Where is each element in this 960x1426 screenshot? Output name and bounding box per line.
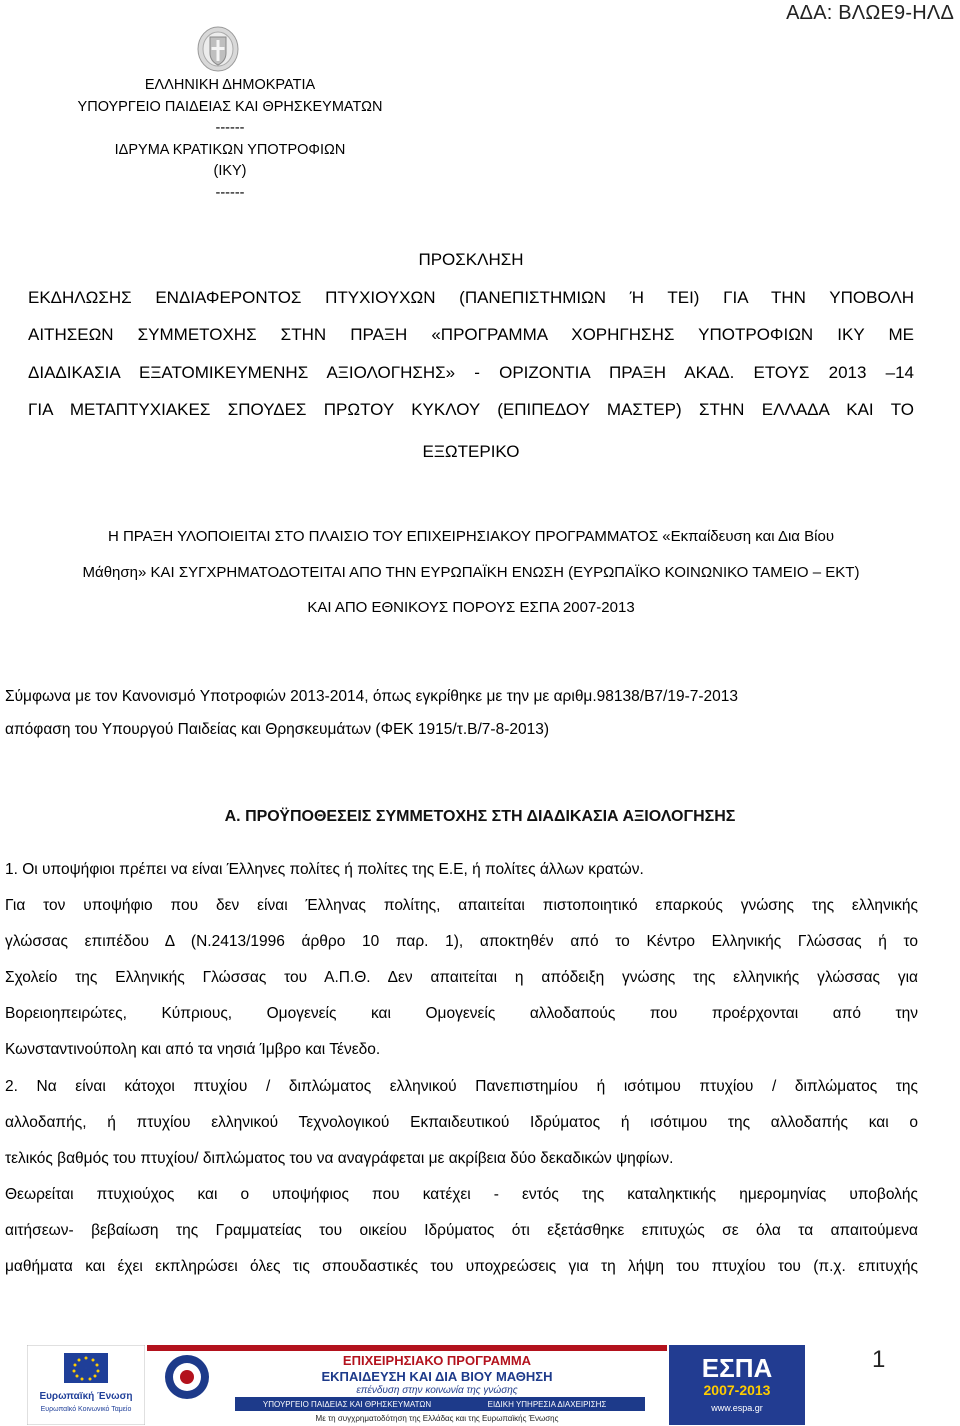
intro-line: Η ΠΡΑΞΗ ΥΛΟΠΟΙΕΙΤΑΙ ΣΤΟ ΠΛΑΙΣΙΟ ΤΟΥ ΕΠΙΧΕΙΡΗΣΙΑΚΟΥ ΠΡΟΓΡΑΜΜΑΤΟΣ «Εκπαίδευση και Δια Βίου (107, 528, 835, 545)
document-header (0, 75, 460, 204)
eu-label: Ευρωπαϊκή Ένωση (39, 1391, 133, 1402)
regulation-line: απόφαση του Υπουργού Παιδείας και Θρησκευμάτων (ΦΕΚ 1915/τ.Β/7-8-2013) (5, 721, 550, 738)
header-line: ΥΠΟΥΡΓΕΙΟ ΠΑΙΔΕΙΑΣ ΚΑΙ ΘΡΗΣΚΕΥΜΑΤΩΝ (77, 98, 383, 115)
page-number: 1 (872, 1346, 886, 1373)
section-a-body (5, 852, 918, 1285)
authority-line: ΕΙΔΙΚΗ ΥΠΗΡΕΣΙΑ ΔΙΑΧΕΙΡΙΣΗΣ (487, 1400, 607, 1409)
header-line: (ΙΚΥ) (213, 163, 247, 179)
eu-flag-logo (27, 1345, 145, 1425)
greek-emblem-icon (196, 25, 240, 73)
header-line: ΕΛΛΗΝΙΚΗ ΔΗΜΟΚΡΑΤΙΑ (144, 77, 316, 93)
program-title: ΕΠΙΧΕΙΡΗΣΙΑΚΟ ΠΡΟΓΡΑΜΜΑ (342, 1353, 532, 1368)
invitation-line: ΑΙΤΗΣΕΩΝ ΣΥΜΜΕΤΟΧΗΣ ΣΤΗΝ ΠΡΑΞΗ «ΠΡΟΓΡΑΜΜΑ ΧΟΡΗΓΗΣΗΣ ΥΠΟΤΡΟΦΙΩΝ ΙΚΥ ΜΕ (28, 325, 914, 344)
cofinance-line: Με τη συγχρηματοδότηση της Ελλάδας και της Ευρωπαϊκής Ένωσης (315, 1414, 559, 1423)
ada-code: ΑΔΑ: ΒΛΩΕ9-ΗΛΔ (786, 2, 954, 24)
program-name: ΕΚΠΑΙΔΕΥΣΗ ΚΑΙ ΔΙΑ ΒΙΟΥ ΜΑΘΗΣΗ (321, 1369, 553, 1384)
body-line: γλώσσας επιπέδου Δ (Ν.2413/1996 άρθρο 10 παρ. 1), αποκτηθέν από το Κέντρο Ελληνικής Γλώσσας ή το (5, 933, 918, 951)
espa-logo (669, 1345, 805, 1425)
header-line: ------ (215, 184, 245, 201)
program-logo (147, 1345, 667, 1425)
body-line: μαθήματα και έχει εκπληρώσει όλες τις σπουδαστικές του υποχρεώσεις για τη λήψη του πτυχίου του (π.χ. επιτυχής (5, 1258, 918, 1276)
header-line: ------ (215, 120, 245, 136)
program-motto: επένδυση στην κοινωνία της γνώσης (356, 1385, 518, 1396)
header-line: ΙΔΡΥΜΑ ΚΡΑΤΙΚΩΝ ΥΠΟΤΡΟΦΙΩΝ (114, 141, 346, 158)
body-line: αιτήσεων- βεβαίωση της Γραμματείας του οικείου Ιδρύματος ότι εξετάσθηκε επιτυχώς σε όλα τα απαιτούμενα (5, 1221, 918, 1239)
regulation-line: Σύμφωνα με τον Κανονισμό Υποτροφιών 2013-2014, όπως εγκρίθηκε με την με αριθμ.98138/Β7/19-7-2013 (5, 688, 739, 705)
invitation-line: ΓΙΑ ΜΕΤΑΠΤΥΧΙΑΚΕΣ ΣΠΟΥΔΕΣ ΠΡΩΤΟΥ ΚΥΚΛΟΥ (ΕΠΙΠΕΔΟΥ ΜΑΣΤΕΡ) ΣΤΗΝ ΕΛΛΑΔΑ ΚΑΙ ΤΟ (28, 400, 914, 419)
footer-logo-banner (27, 1345, 805, 1425)
body-line: 2. Να είναι κάτοχοι πτυχίου / διπλώματος ελληνικού Πανεπιστημίου ή ισότιμου πτυχίου / διπλώματος της (5, 1077, 918, 1095)
invitation-line: ΕΚΔΗΛΩΣΗΣ ΕΝΔΙΑΦΕΡΟΝΤΟΣ ΠΤΥΧΙΟΥΧΩΝ (ΠΑΝΕΠΙΣΤΗΜΙΩΝ Ή ΤΕΙ) ΓΙΑ ΤΗΝ ΥΠΟΒΟΛΗ (28, 287, 914, 307)
invitation-title (28, 241, 914, 470)
invitation-heading: ΠΡΟΣΚΛΗΣΗ (418, 250, 524, 269)
invitation-line: ΔΙΑΔΙΚΑΣΙΑ ΕΞΑΤΟΜΙΚΕΥΜΕΝΗΣ ΑΞΙΟΛΟΓΗΣΗΣ» - ΟΡΙΖΟΝΤΙΑ ΠΡΑΞΗ ΑΚΑΔ. ΕΤΟΥΣ 2013 –14 (28, 362, 914, 382)
espa-motto: www.espa.gr (711, 1403, 763, 1413)
body-line: 1. Οι υποψήφιοι πρέπει να είναι Έλληνες πολίτες ή πολίτες της Ε.Ε, ή πολίτες άλλων κρατών. (5, 861, 644, 878)
espa-years: 2007-2013 (703, 1382, 771, 1398)
intro-paragraph (28, 519, 914, 626)
invitation-line: ΕΞΩΤΕΡΙΚΟ (422, 441, 520, 461)
body-line: Βορειοηπειρώτες, Κύπριους, Ομογενείς και Ομογενείς αλλοδαπούς που προέρχονται από την (5, 1005, 918, 1023)
espa-label: ΕΣΠΑ (701, 1353, 773, 1383)
body-line: αλλοδαπής, ή πτυχίου ελληνικού Τεχνολογικού Εκπαιδευτικού Ιδρύματος ή ισότιμου της αλλοδαπής και ο (5, 1113, 918, 1131)
intro-line: ΚΑΙ ΑΠΟ ΕΘΝΙΚΟΥΣ ΠΟΡΟΥΣ ΕΣΠΑ 2007-2013 (307, 599, 635, 616)
intro-line: Μάθηση» ΚΑΙ ΣΥΓΧΡΗΜΑΤΟΔΟΤΕΙΤΑΙ ΑΠΟ ΤΗΝ ΕΥΡΩΠΑΪΚΗ ΕΝΩΣΗ (ΕΥΡΩΠΑΪΚΟ ΚΟΙΝΩΝΙΚΟ ΤΑΜΕΙΟ – ΕΚΤ) (82, 563, 860, 581)
body-line: Σχολείο της Ελληνικής Γλώσσας του Α.Π.Θ. Δεν απαιτείται η απόδειξη γνώσης της ελληνικής γλώσσας για (5, 969, 918, 987)
eu-sub-label: Ευρωπαϊκό Κοινωνικό Ταμείο (40, 1406, 132, 1413)
section-a-heading: Α. ΠΡΟΫΠΟΘΕΣΕΙΣ ΣΥΜΜΕΤΟΧΗΣ ΣΤΗ ΔΙΑΔΙΚΑΣΙΑ ΑΞΙΟΛΟΓΗΣΗΣ (224, 808, 736, 825)
body-line: Θεωρείται πτυχιούχος και ο υποψήφιος που κατέχει - εντός της καταληκτικής ημερομηνίας υποβολής (5, 1185, 918, 1203)
ministry-line: ΥΠΟΥΡΓΕΙΟ ΠΑΙΔΕΙΑΣ ΚΑΙ ΘΡΗΣΚΕΥΜΑΤΩΝ (262, 1400, 432, 1409)
body-line: τελικός βαθμός του πτυχίου/ διπλώματος του να αναγράφεται με ακρίβεια δύο δεκαδικών ψηφίων. (5, 1149, 674, 1167)
body-line: Για τον υποψήφιο που δεν είναι Έλληνας πολίτης, απαιτείται πιστοποιητικό επαρκούς γνώσης της ελληνικής (5, 897, 918, 915)
body-line: Κωνσταντινούπολη και από τα νησιά Ίμβρο και Τένεδο. (5, 1041, 381, 1059)
regulation-paragraph (5, 680, 916, 746)
